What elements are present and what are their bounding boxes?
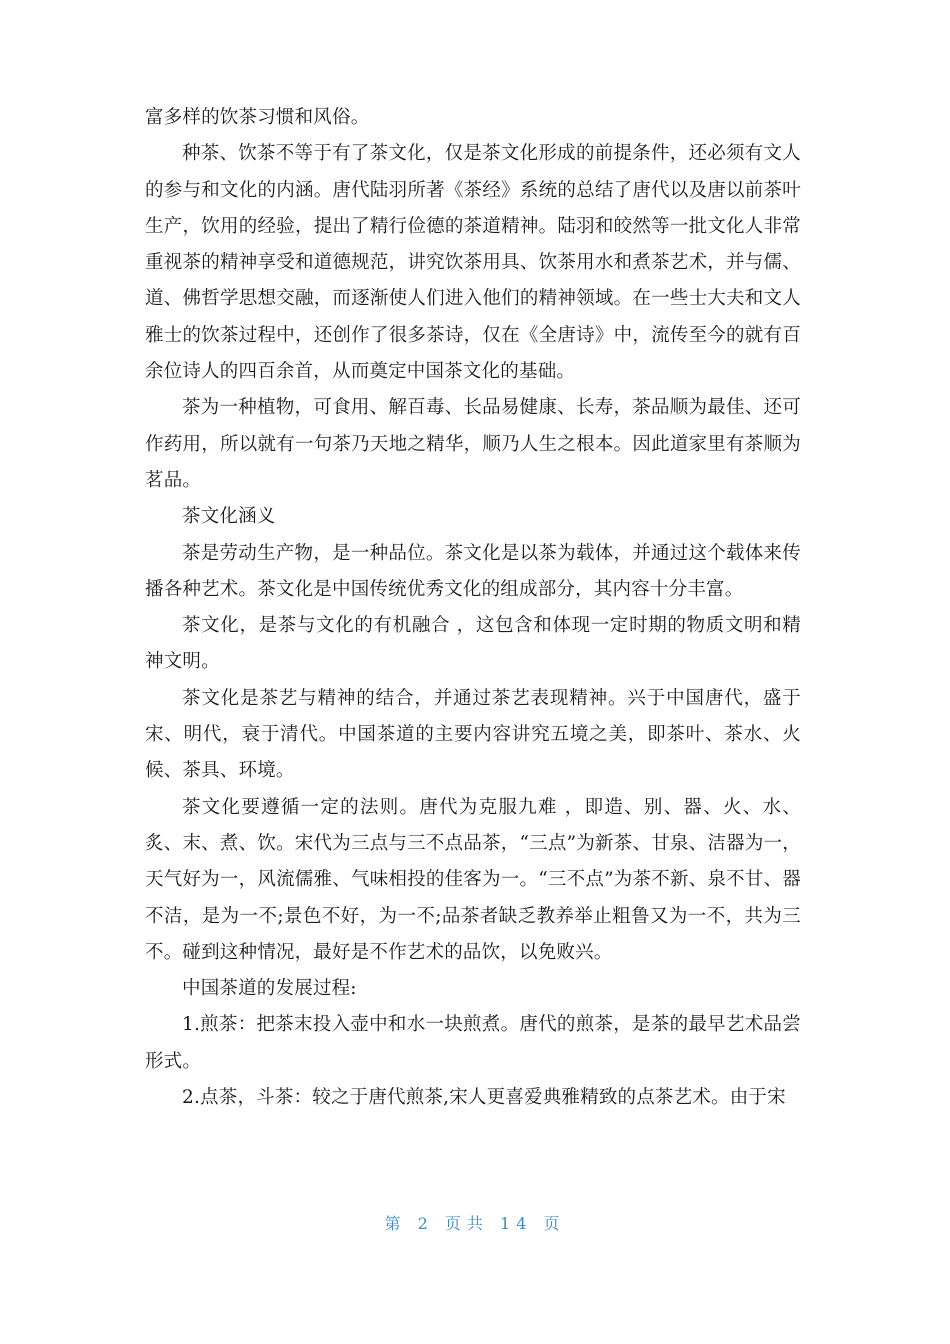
paragraph: 茶为一种植物，可食用、解百毒、长品易健康、长寿，茶品顺为最佳、还可作药用，所以就有一句茶乃天地之精华，顺乃人生之根本。因此道家里有茶顺为茗品。 [145,397,801,491]
list-heading: 中国茶道的发展过程: [182,978,357,1000]
page-footer [0,1211,950,1234]
document-body [145,100,801,1116]
footer-prefix: 第 [384,1214,407,1233]
footer-middle: 页共 [444,1214,489,1233]
paragraph: 茶文化，是茶与文化的有机融合 ，这包含和体现一定时期的物质文明和精神文明。 [145,615,801,673]
footer-suffix: 页 [543,1214,566,1233]
paragraph: 茶是劳动生产物，是一种品位。茶文化是以茶为载体，并通过这个载体来传播各种艺术。茶文化是中国传统优秀文化的组成部分，其内容十分丰富。 [145,542,801,600]
paragraph: 茶文化要遵循一定的法则。唐代为克服九难 ，即造、别、器、火、水、炙、末、煮、饮。宋代为三点与三不点品茶，“三点”为新茶、甘泉、洁器为一，天气好为一，风流儒雅、气味相投的佳客为一。“三不点”为茶不新、泉不甘、器不洁，是为一不;景色不好，为一不;品茶者缺乏教养举止粗鲁又为一不，共为三不。碰到这种情况，最好是不作艺术的品饮，以免败兴。 [145,796,801,963]
paragraph: 茶文化是茶艺与精神的结合，并通过茶艺表现精神。兴于中国唐代，盛于宋、明代，衰于清代。中国茶道的主要内容讲究五境之美，即茶叶、茶水、火候、茶具、环境。 [145,687,801,782]
paragraph: 富多样的饮茶习惯和风俗。 [145,107,370,128]
section-heading: 茶文化涵义 [182,506,276,528]
paragraph: 种茶、饮茶不等于有了茶文化，仅是茶文化形成的前提条件，还必须有文人的参与和文化的内涵。唐代陆羽所著《茶经》系统的总结了唐代以及唐以前茶叶生产，饮用的经验，提出了精行俭德的茶道精神。陆羽和皎然等一批文化人非常重视茶的精神享受和道德规范，讲究饮茶用具、饮茶用水和煮茶艺术，并与儒、道、佛哲学思想交融，而逐渐使人们进入他们的精神领域。在一些士大夫和文人雅士的饮茶过程中，还创作了很多茶诗，仅在《全唐诗》中，流传至今的就有百余位诗人的四百余首，从而奠定中国茶文化的基础。 [145,143,801,383]
list-item: 2.点茶，斗茶：较之于唐代煎茶,宋人更喜爱典雅精致的点茶艺术。由于宋 [182,1087,786,1109]
list-item: 1.煎茶：把茶末投入壶中和水一块煎煮。唐代的煎茶，是茶的最早艺术品尝形式。 [145,1014,801,1072]
footer-current-page: 2 [417,1214,434,1233]
footer-total-pages: 14 [500,1214,533,1233]
